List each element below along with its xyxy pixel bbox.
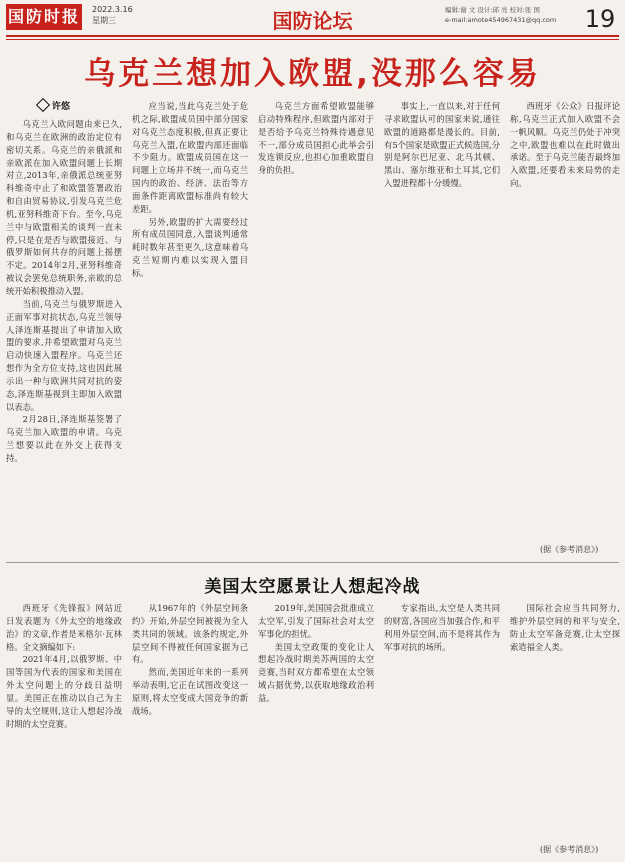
weekday-text: 星期三 bbox=[92, 16, 116, 25]
paragraph: 另外,欧盟的扩大需要经过所有成员国同意,入盟谈判通常耗时数年甚至更久,这意味着乌克兰短期内难以实现入盟目标。 bbox=[132, 216, 248, 278]
page-header bbox=[0, 0, 625, 40]
article1-column-5 bbox=[510, 100, 620, 530]
section-title: 国防论坛 bbox=[272, 9, 353, 33]
page-number: 19 bbox=[584, 5, 616, 33]
article1-column-2 bbox=[132, 100, 248, 558]
article2-source: (据《参考消息》) bbox=[540, 845, 599, 854]
paragraph: 乌克兰入欧问题由来已久,和乌克兰在欧洲的政治定位有密切关系。乌克兰的亲俄派和亲欧派在加入欧盟问题上长期对立,2013年,亲俄派总统亚努科维奇中止了和欧盟签署政治和自由贸易协议,引发乌克兰危机,亚努科维奇下台。至今,乌克兰中与欧盟相关的谈判一直未停,只是在是否与欧盟接近、与俄罗斯如何共存的问题上摇摆不定。2014年2月,亚努科维奇被议会罢免总统职务,亲欧的总统开始积极推动入盟。 bbox=[6, 119, 122, 296]
article2-column-2 bbox=[132, 602, 248, 858]
section-divider bbox=[6, 562, 619, 563]
paragraph: 从1967年的《外层空间条约》开始,外层空间被视为全人类共同的领域。该条约规定,外层空间不得被任何国家据为己有。 bbox=[132, 603, 248, 665]
article1-column-4 bbox=[384, 100, 500, 558]
header-rule-thin bbox=[6, 39, 619, 40]
article2-column-3 bbox=[258, 602, 374, 858]
paragraph: 乌克兰方面希望欧盟能够启动特殊程序,但欧盟内部对于是否给予乌克兰特殊待遇意见不一,部分成员国担心此举会引发连锁反应,也担心加重欧盟自身的负担。 bbox=[258, 101, 374, 176]
paragraph: 事实上,一直以来,对于任何寻求欧盟认可的国家来说,通往欧盟的道路都是漫长的。目前,有5个国家是欧盟正式候选国,分别是阿尔巴尼亚、北马其顿、黑山、塞尔维亚和土耳其,它们入盟进程都十分缓慢。 bbox=[384, 101, 500, 189]
paragraph: 西班牙《先锋报》网站近日发表题为《外太空的地缘政治》的文章,作者是米格尔·瓦林格。全文摘编如下: bbox=[6, 603, 122, 652]
date-text: 2022.3.16 bbox=[92, 5, 133, 14]
paragraph: 专家指出,太空是人类共同的财富,各国应当加强合作,和平利用外层空间,而不是将其作为军事对抗的场所。 bbox=[384, 603, 500, 652]
author-name: 许悠 bbox=[52, 102, 71, 112]
article2-column-1 bbox=[6, 602, 122, 858]
paragraph: 2021年4月,以俄罗斯、中国等国为代表的国家和美国在外太空问题上的分歧日益明显。美国正在推动以自己为主导的太空规则,这让人想起冷战时期的太空竞赛。 bbox=[6, 654, 122, 729]
paragraph: 2019年,美国国会批准成立太空军,引发了国际社会对太空军事化的担忧。 bbox=[258, 603, 374, 639]
article1-source: (据《参考消息》) bbox=[540, 545, 599, 554]
masthead-logo: 国防时报 bbox=[6, 4, 82, 30]
article2-column-4 bbox=[384, 602, 500, 858]
email-line: e-mail:amote454967431@qq.com bbox=[445, 16, 557, 24]
paragraph: 当前,乌克兰与俄罗斯进入正面军事对抗状态,乌克兰领导人泽连斯基提出了申请加入欧盟的要求,并希望欧盟对乌克兰启动快速入盟程序。乌克兰还想作为全方位支持,这也因此展示出一种与欧洲共同对抗的姿态,泽连斯基视到主即加入欧盟以表态。 bbox=[6, 298, 122, 412]
paragraph: 应当说,当此乌克兰处于危机之际,欧盟成员国中部分国家对乌克兰态度积极,但真正要让乌克兰入盟,在欧盟内部还面临不少阻力。欧盟成员国在这一问题上立场并不统一,而乌克兰国内的政治、经济、法治等方面条件距离欧盟标准尚有较大差距。 bbox=[132, 101, 248, 214]
article2-headline: 美国太空愿景让人想起冷战 bbox=[204, 577, 421, 597]
paragraph: 然而,美国近年来的一系列举动表明,它正在试图改变这一原则,将太空变成大国竞争的新战场。 bbox=[132, 667, 248, 716]
byline bbox=[38, 99, 70, 112]
diamond-icon bbox=[36, 98, 50, 112]
editor-credits bbox=[445, 5, 575, 25]
article1-column-3 bbox=[258, 100, 374, 558]
issue-date bbox=[92, 4, 133, 26]
header-rule bbox=[6, 35, 619, 37]
paragraph: 西班牙《公众》日报评论称,乌克兰正式加入欧盟不会一帆风顺。乌克兰仍处于冲突之中,欧盟也难以在此时做出承诺。至于乌克兰能否最终加入欧盟,还要看未来局势的走向。 bbox=[510, 101, 620, 189]
article1-column-1 bbox=[6, 118, 122, 558]
paragraph: 国际社会应当共同努力,维护外层空间的和平与安全,防止太空军备竞赛,让太空探索造福全人类。 bbox=[510, 603, 620, 652]
editors-line: 编辑:谢 文 设计:邱 亮 校对:张 国 bbox=[445, 6, 540, 14]
paragraph: 美国太空政策的变化让人想起冷战时期美苏两国的太空竞赛,当时双方都希望在太空领域占据优势,以获取地缘政治利益。 bbox=[258, 641, 374, 703]
article2-column-5 bbox=[510, 602, 620, 838]
paragraph: 2月28日,泽连斯基签署了乌克兰加入欧盟的申请。乌克兰想要以此在外交上获得支持。 bbox=[6, 414, 122, 463]
article-headline: 乌克兰想加入欧盟,没那么容易 bbox=[84, 56, 541, 92]
